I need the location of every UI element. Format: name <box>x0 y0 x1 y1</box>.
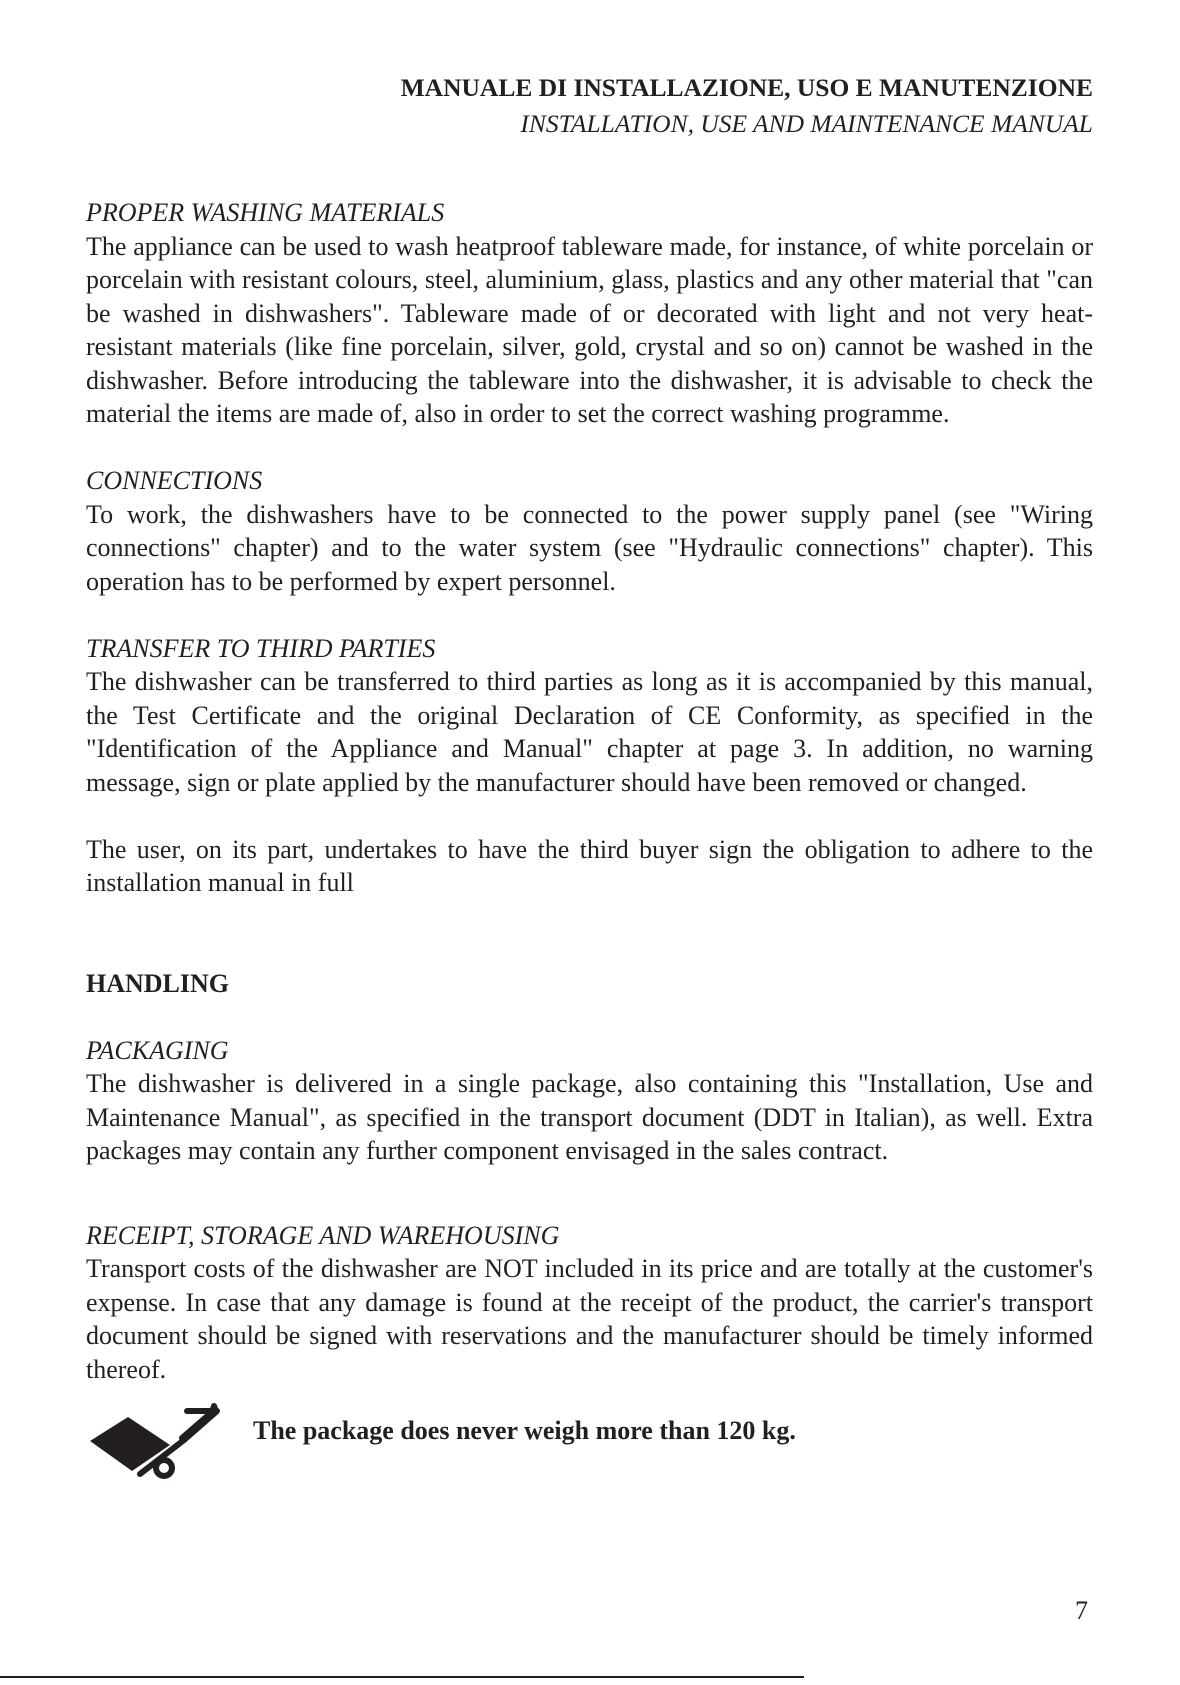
page-number: 7 <box>1075 1596 1088 1625</box>
section-title-washing-materials: PROPER WASHING MATERIALS <box>86 198 445 227</box>
section-transfer <box>86 632 1093 900</box>
section-packaging <box>86 1034 1093 1168</box>
section-title-transfer: TRANSFER TO THIRD PARTIES <box>86 633 436 663</box>
bottom-divider <box>0 1676 804 1678</box>
manual-page <box>86 0 1093 1488</box>
weight-note <box>86 1398 1093 1488</box>
section-connections <box>86 464 1093 598</box>
header-title-italian: MANUALE DI INSTALLAZIONE, USO E MANUTENZIONE <box>400 73 1093 102</box>
section-title-handling: HANDLING <box>86 968 230 998</box>
section-title-receipt: RECEIPT, STORAGE AND WAREHOUSING <box>86 1220 560 1250</box>
section-washing-materials <box>86 196 1093 431</box>
paragraph-washing-materials: The appliance can be used to wash heatproof tableware made, for instance, of white porcelain or porcelain with resistant colours, steel, aluminium, glass, plastics and any other material that "can be washed in dishwashers". Tableware made of or decorated with light and not very heat-resistant materials (like fine porcelain, silver, gold, crystal and so on) cannot be washed in the dishwasher. Before introducing the tableware into the dishwasher, it is advisable to check the material the items are made of, also in order to set the correct washing programme. <box>86 231 1093 428</box>
weight-note-text: The package does never weigh more than 120 kg. <box>253 1416 796 1445</box>
section-receipt <box>86 1219 1093 1387</box>
paragraph-transfer: The dishwasher can be transferred to third parties as long as it is accompanied by this manual, the Test Certificate and the original Declaration of CE Conformity, as specified in the "Identification of the Appliance and Manual" chapter at page 3. In addition, no warning message, sign or plate applied by the manufacturer should have been removed or changed. <box>86 667 1093 797</box>
paragraph-transfer-obligation: The user, on its part, undertakes to have the third buyer sign the obligation to adhere to the installation manual in full <box>86 834 1093 897</box>
hand-truck-icon <box>86 1398 226 1482</box>
paragraph-receipt: Transport costs of the dishwasher are NOT included in its price and are totally at the customer's expense. In case that any damage is found at the receipt of the product, the carrier's transport document should be signed with reservations and the manufacturer should be timely informed thereof. <box>86 1254 1093 1384</box>
paragraph-connections: To work, the dishwashers have to be connected to the power supply panel (see "Wiring connections" chapter) and to the water system (see "Hydraulic connections" chapter). This operation has to be performed by expert personnel. <box>86 499 1093 596</box>
paragraph-packaging: The dishwasher is delivered in a single package, also containing this "Installation, Use and Maintenance Manual", as specified in the transport document (DDT in Italian), as well. Extra packages may contain any further component envisaged in the sales contract. <box>86 1069 1093 1165</box>
section-title-connections: CONNECTIONS <box>86 466 263 495</box>
page-header <box>86 70 1093 142</box>
header-title-english: INSTALLATION, USE AND MAINTENANCE MANUAL <box>520 109 1093 138</box>
section-title-packaging: PACKAGING <box>86 1035 229 1065</box>
